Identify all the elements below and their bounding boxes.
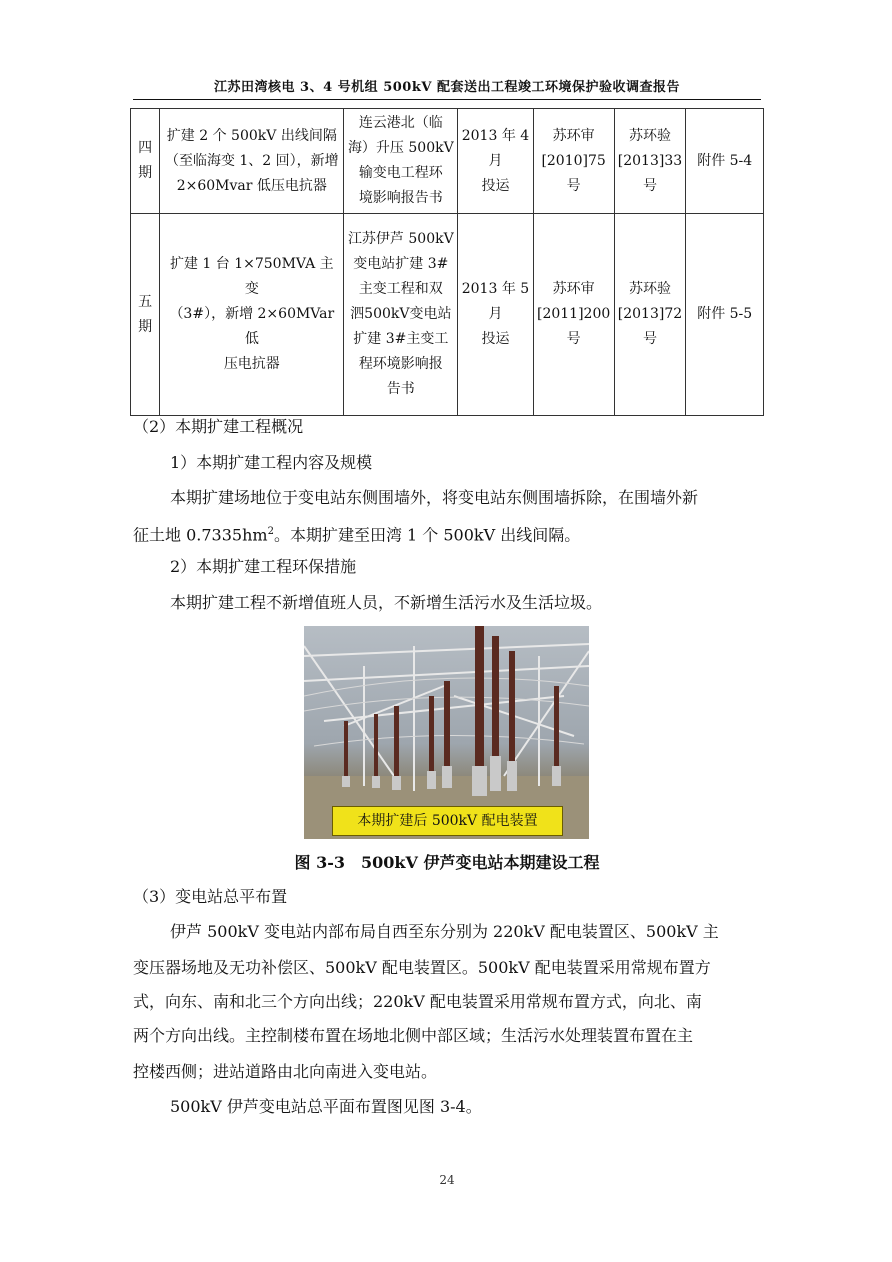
paragraph-line: 本期扩建场地位于变电站东侧围墙外，将变电站东侧围墙拆除，在围墙外新 (170, 488, 699, 507)
annex-cell: 附件 5-4 (686, 109, 764, 214)
content-cell: 扩建 2 个 500kV 出线间隔 （至临海变 1、2 回），新增 2×60Mvar 低压电抗器 (160, 109, 344, 214)
paragraph-line: 本期扩建工程不新增值班人员，不新增生活污水及生活垃圾。 (170, 593, 603, 612)
time-cell: 2013 年 5 月 投运 (458, 214, 534, 416)
page-number: 24 (439, 1173, 455, 1187)
phase-cell: 五 期 (131, 214, 160, 416)
photo-label: 本期扩建后 500kV 配电装置 (332, 806, 563, 836)
paragraph-line (133, 520, 761, 547)
acceptance-cell: 苏环验 [2013]72 号 (614, 214, 686, 416)
text-run: 征土地 0.7335hm (133, 525, 268, 545)
table-row (131, 109, 764, 214)
paragraph-line: 500kV 伊芦变电站总平面布置图见图 3-4。 (170, 1097, 482, 1116)
eia-cell: 江苏伊芦 500kV 变电站扩建 3# 主变工程和双 泗500kV变电站 扩建 3#主变工 程环境影响报 告书 (344, 214, 458, 416)
approval-cell: 苏环审 [2011]200 号 (533, 214, 614, 416)
table-row (131, 214, 764, 416)
content-cell: 扩建 1 台 1×750MVA 主变 （3#），新增 2×60MVar 低 压电抗器 (160, 214, 344, 416)
header-rule (133, 99, 761, 100)
paragraph-line: 两个方向出线。主控制楼布置在场地北侧中部区域；生活污水处理装置布置在主 (133, 1026, 694, 1045)
acceptance-cell: 苏环验 [2013]33 号 (614, 109, 686, 214)
subsection-heading: 1）本期扩建工程内容及规模 (170, 453, 373, 472)
paragraph-line: 伊芦 500kV 变电站内部布局自西至东分别为 220kV 配电装置区、500kV 主 (170, 922, 719, 941)
time-cell: 2013 年 4 月 投运 (458, 109, 534, 214)
superscript: 2 (267, 526, 274, 537)
eia-cell: 连云港北（临 海）升压 500kV 输变电工程环 境影响报告书 (344, 109, 458, 214)
paragraph-line: 变压器场地及无功补偿区、500kV 配电装置区。500kV 配电装置采用常规布置方 (133, 958, 711, 977)
section-heading: （2）本期扩建工程概况 (133, 417, 304, 436)
figure-caption: 图 3-3 500kV 伊芦变电站本期建设工程 (294, 853, 600, 872)
running-header: 江苏田湾核电 3、4 号机组 500kV 配套送出工程竣工环境保护验收调查报告 (214, 80, 680, 95)
phase-cell: 四 期 (131, 109, 160, 214)
substation-photo (304, 626, 589, 839)
approval-cell: 苏环审 [2010]75 号 (533, 109, 614, 214)
phase-table (130, 108, 764, 416)
text-run: 。本期扩建至田湾 1 个 500kV 出线间隔。 (273, 525, 581, 545)
paragraph-line: 控楼西侧；进站道路由北向南进入变电站。 (133, 1062, 438, 1081)
annex-cell: 附件 5-5 (686, 214, 764, 416)
paragraph-line: 式，向东、南和北三个方向出线；220kV 配电装置采用常规布置方式，向北、南 (133, 992, 702, 1011)
subsection-heading: 2）本期扩建工程环保措施 (170, 557, 357, 576)
section-heading: （3）变电站总平布置 (133, 887, 288, 906)
